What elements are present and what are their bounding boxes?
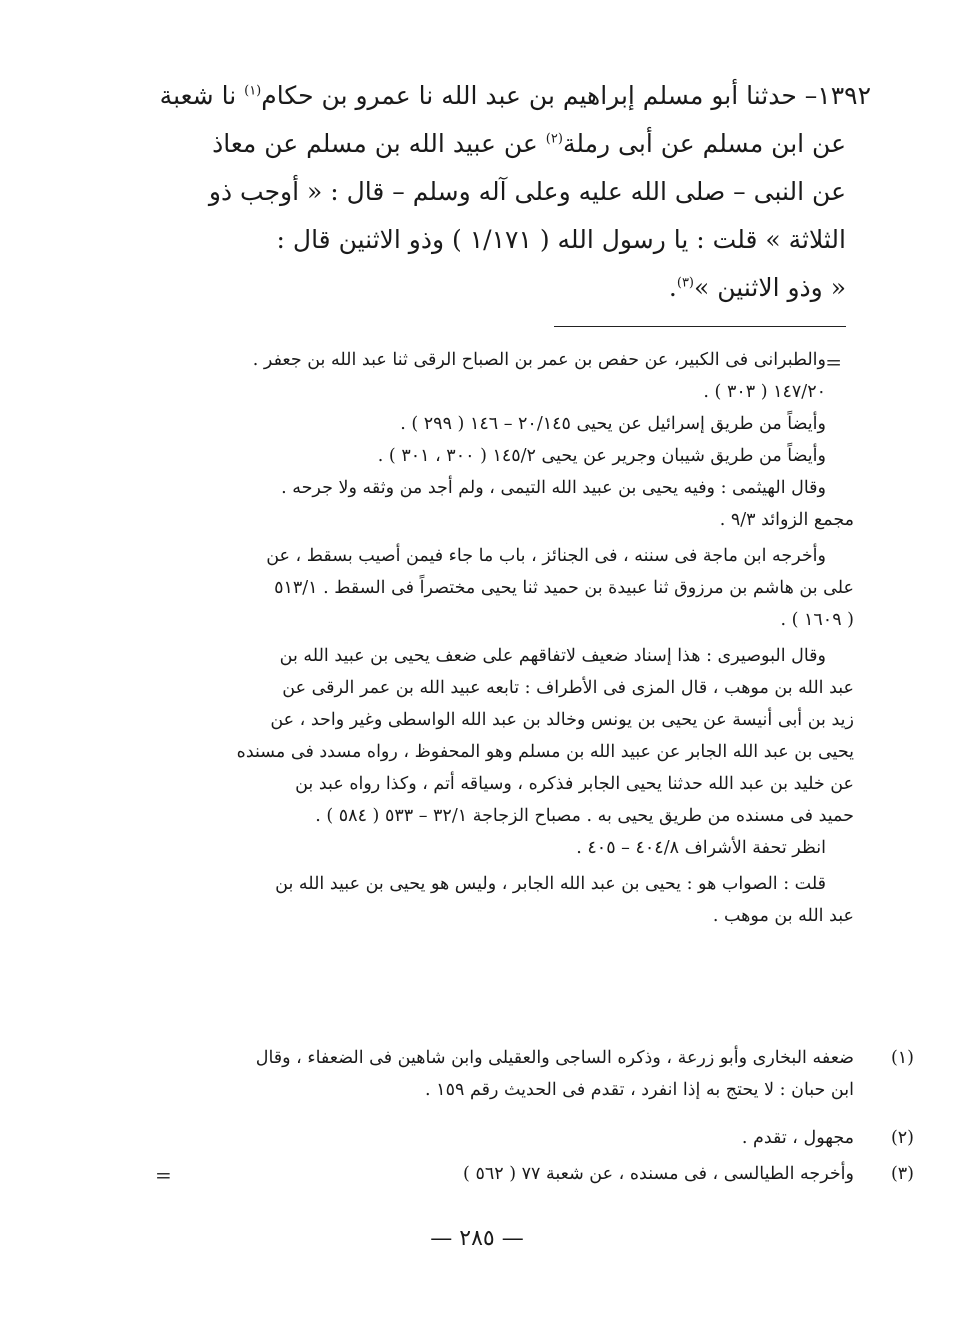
note-busiri-5: عن خليد بن عبد الله حدثنا يحيى الجابر فذكره ، وسياقه أتم ، وكذا رواه عبد بن [295,774,854,794]
note-qultu-2: عبد الله بن موهب . [712,906,854,926]
hadith-line-5: « وذو الاثنين »$^{(٣)}$. [668,273,846,302]
footnote-3: (٣) وأخرجه الطيالسى ، فى مسنده ، عن شعبة ٧٧ ( ٥٦٢ ) [154,1158,854,1190]
footnote-ref-2: (٢) [545,131,563,147]
footnote-2: (٢) مجهول ، تقدم . [154,1122,854,1154]
continuation-mark-top: = [825,350,842,374]
note-shayban: وأيضاً من طريق شيبان وجرير عن يحيى ١٤٥/٢ ( ٣٠٠ ، ٣٠١ ) . [377,446,826,466]
note-israil: وأيضاً من طريق إسرائيل عن يحيى ٢٠/١٤٥ – ١٤٦ ( ٢٩٩ ) . [400,414,826,434]
note-haythami: وقال الهيثمى : وفيه يحيى بن عبيد الله التيمى ، ولم أجد من وثقه ولا جرحه . [281,478,826,498]
note-qultu-1: قلت : الصواب هو : يحيى بن عبد الله الجابر ، وليس هو يحيى بن عبيد الله بن [275,874,826,894]
note-busiri-4: يحيى بن عبد الله الجابر عن عبيد الله بن مسلم وهو المحفوظ ، رواه مسدد فى مسنده [236,742,854,762]
footnote-ref-3: (٣) [676,275,694,291]
footnote-1: (١) ضعفه البخارى وأبو زرعة ، وذكره الساجى والعقيلى وابن شاهين فى الضعفاء ، وقال ابن حبان : لا يحتج به إذا انفرد ، تقدم فى الحديث رقم ١٥٩ . [154,1042,854,1106]
notes-continued [154,344,854,932]
note-ibn-majah: وأخرجه ابن ماجة فى سننه ، فى الجنائز ، باب ما جاء فيمن أصيب بسقط ، عن [266,546,826,566]
note-tuhfa: انظر تحفة الأشراف ٤٠٤/٨ – ٤٠٥ . [576,838,826,858]
footnote-number-2: (٢) [890,1128,914,1148]
page-number: — ٢٨٥ — [430,1226,524,1251]
footnote-separator [554,326,846,327]
note-busiri-1: وقال البوصيرى : هذا إسناد ضعيف لاتفاقهم على ضعف يحيى بن عبيد الله بن [279,646,826,666]
hadith-line-4: الثلاثة » قلت : يا رسول الله ( ١/١٧١ ) وذو الاثنين قال : [276,225,846,254]
note-busiri-3: زيد بن أبى أنيسة عن يحيى بن يونس وخالد بن عبد الله الواسطى وغير واحد ، عن [270,710,854,730]
note-busiri-6: حميد فى مسنده من طريق يحيى به . مصباح الزجاجة ٣٢/١ – ٥٣٣ ( ٥٨٤ ) . [315,806,854,826]
hadith-number: ١٣٩٢– [804,81,871,110]
hadith-line-1: ١٣٩٢– حدثنا أبو مسلم إبراهيم بن عبد الله نا عمرو بن حكام$^{(١)}$ نا شعبة [159,81,871,110]
hadith-line-3: عن النبى – صلى الله عليه وعلى آله وسلم – قال : « أوجب ذو [208,177,846,206]
continuation-mark-bottom: = [155,1163,172,1187]
note-ibn-majah-2: على بن هاشم بن مرزوق ثنا عبيدة بن حميد ثنا يحيى مختصراً فى السقط . ٥١٣/١ [274,578,854,598]
note-tabarani: والطبرانى فى الكبير، عن حفص بن عمر بن الصباح الرقى ثنا عبد الله بن جعفر . [252,350,826,370]
note-haythami-ref: مجمع الزوائد ٩/٣ . [719,510,854,530]
footnote-ref-1: (١) [244,83,262,99]
footnote-number-3: (٣) [890,1164,914,1184]
note-tabarani-ref: ١٤٧/٢٠ ( ٣٠٣ ) . [703,382,826,402]
note-busiri-2: عبد الله بن موهب ، قال المزى فى الأطراف : تابعه عبيد الله بن عمر الرقى عن [282,678,854,698]
hadith-text [146,72,871,312]
footnote-number-1: (١) [890,1048,914,1068]
hadith-line-2: عن ابن مسلم عن أبى رملة$^{(٢)}$ عن عبيد الله بن مسلم عن معاذ [212,129,846,158]
note-ibn-majah-3: ( ١٦٠٩ ) . [780,610,854,630]
